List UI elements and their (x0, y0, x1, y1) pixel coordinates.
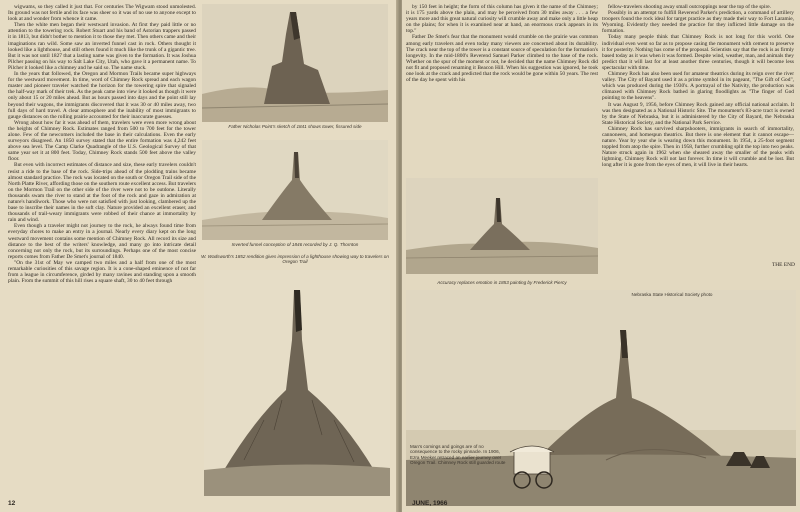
paragraph: "On the 31st of May we camped two miles and a half from one of the most remarkable curiosities of this savage region. It is a cone-shaped eminence of not far from a league in circumference, girded by many ravines and standing upon a smooth plain. From the summit of this hill rises a square shaft, 30 to 40 feet through (8, 259, 196, 285)
paragraph: Father De Smet's fear that the monument would crumble on the prairie was common among early travelers and even today many viewers are concerned about its durability. The crack near the top of the tower is a constant source of speculation for the formation's longevity. In the mid-1800's Reverend Samuel Parker climbed to the base of the rock. Whether on the spur of the moment or not, he decided that the name Chimney Rock did not fit and proposed renaming it Beacon Hill. When his suggestion was ignored, he took one look at the crack and predicted that the rock would be gone within 50 years. The rest of the day he spent with his (406, 34, 598, 84)
left-column-1 (8, 4, 196, 496)
paragraph: Even though a traveler might not journey to the rock, he always found time from everyday chores to make an entry in a journal. Nearly every diary kept on the long westward movement contains some mention of Chimney Rock. All record its size and distance to the best of the writers' knowledge, and many go into intricate detail concerning not only the rock, but its surroundings. Perhaps one of the most concise reports comes from Father De Smet's journal of 1840. (8, 223, 196, 260)
issue-date: JUNE, 1966 (412, 500, 448, 507)
thornton-sketch-1846 (202, 140, 388, 240)
meeker-photo-caption: Man's comings and goings are of no consequence to the rocky pinnacle. In 1906, Ezra Meeker retraced an earlier journey over Oregon Trail. Chimney Rock still guarded route (410, 444, 506, 466)
paragraph: It was August 9, 1956, before Chimney Rock gained any official national acclaim. It was then designated as a National Historic Site. The monument's 83-acre tract is owned by the State of Nebraska, but it is administered by the City of Bayard, the Nebraska State Historical Society, and the National Park Service. (602, 101, 794, 126)
paragraph: wigwams, so they called it just that. For centuries The Wigwam stood unmolested. Its ground was not fertile and its face was sheer so it was of no use to anyone except to look at and wonder from whence it came. (8, 4, 196, 23)
wadsworth-drawing-1852 (204, 270, 390, 496)
paragraph: Chimney Rock has also been used for amateur theatrics during its reign over the river valley. The City of Bayard used it as a prime symbol in its pageant, "The Gift of God", which was produced during the 1930's. A portrayal of the Nativity, the production was climaxed with Chimney Rock bathed in glaring floodlights as "The finger of God pointing to the heavens". (602, 71, 794, 102)
paragraph: fellow-travelers shooting away small outcroppings near the top of the spire. (608, 4, 772, 10)
the-end-label: THE END (772, 262, 795, 268)
wadsworth-caption: W. Wadsworth's 1852 rendition gives impression of a lighthouse showing way to travelers on Oregon Trail (201, 254, 389, 265)
piercy-caption: Accuracy replaces emotion in 1853 painting by Frederick Piercy (437, 280, 567, 285)
right-column-1-continued (406, 4, 598, 200)
page-number-left: 12 (8, 500, 16, 507)
right-column-2 (602, 4, 794, 268)
paragraph: But even with incorrect estimates of distance and size, these early travelers couldn't resist a ride to the base of the rock. Side-trips ahead of the plodding trains became almost standard practice. The rock was located on the south or Oregon Trail side of the North Platte River, affording those on the southern route excellent access. But travelers on the Mormon Trail on the other side of the river were not to be outdone. Literally thousands swam the river to stand at the foot of the rock and gaze in admiration at nature's handiwork. Those who were not satisfied with just looking, clambered up the base to inscribe their names in the soft clay. Nature provided an excellent eraser, and thousands of trail-weary immigrants were robbed of their chance at immortality by rain and wind. (8, 162, 196, 224)
photo-credit: Nebraska State Historical Society photo (631, 292, 713, 297)
thornton-caption: Inverted funnel conception of 1846 recorded by J. Q. Thornton (231, 242, 359, 247)
right-page (402, 0, 800, 512)
paragraph: Today many people think that Chimney Rock is not long for this world. One individual even went so far as to propose casing the monument with cement to preserve it for posterity. Nothing has come of the proposal. Scientists say that the rock is as firmly based today as it was when it was formed. Despite wind, weather, man, and animals they predict that it will last for at least another three centuries, though it will become less spectacular with time. (602, 34, 794, 71)
meeker-photo-1906 (406, 290, 796, 506)
left-page (0, 0, 398, 512)
paragraph: Wrong about how far it was ahead of them, travelers were even more wrong about the heights of Chimney Rock. Estimates ranged from 500 to 700 feet for the tower alone. Few of the newcomers included the base in their calculations. Even the early surveyors disagreed. An 1850 survey stated that the entire formation was 4,242 feet above sea level. The Camp Clarke Quadrangle of the U.S. Geological Survey of that same year set it at 800 feet. Today, Chimney Rock stands 500 feet above the valley floor. (8, 119, 196, 163)
paragraph: Then the white men began their westward invasion. At first they paid little or no attention to the towering rock. Robert Stuart and his band of Astorian trappers passed it in 1813, but didn't bother to mention it to those they met. Then others came and their imaginations ran wild. Some saw an inverted funnel cast in rock. Others thought it looked like a lighthouse, and still others found it much like the trunk of a gigantic tree. But it was not until 1827 that a lasting name was given to the formation. It was Joshua Pilcher passing on his way to Salt Lake City, Utah, who gave it a permanent name. To Pilcher it looked like a chimney and he said so. The name stuck. (8, 22, 196, 71)
paragraph: In the years that followed, the Oregon and Mormon Trails became super highways for the westward movement. In time, word of Chimney Rock spread and each wagon master and pioneer traveler watched the horizon for the towering spire that signaled the half-way mark of their trek. As the peak came into view it looked as though it were only about 15 or 20 miles ahead. But as hours passed into days and the point still lay beyond their wagons, the immigrants discovered that it was 30 or 40 miles away, two full days of hard travel. A clear atmosphere and the inability of most immigrants to gauge distances on the rolling prairie accounted for their inaccurate guesses. (8, 71, 196, 120)
point-sketch-caption: Father Nicholas Point's sketch of 1841 shows tower, fissured side (228, 124, 362, 129)
piercy-painting-1853 (406, 178, 598, 274)
paragraph: by 150 feet in height; the form of this column has given it the name of the Chimney; it is 175 yards above the plain, and may be perceived from 30 miles away . . . a few years more and this great natural curiosity will crumble away and make only a little heap on the plains; for when it is examined near at hand, an enormous crack appears in its top." (406, 4, 598, 35)
point-sketch-1841 (202, 4, 388, 122)
paragraph: Chimney Rock has survived sharpshooters, immigrants in search of immortality, cannoneers, and homespun theatrics. But there is one element that it cannot escape—nature. Year by year she is wearing down this monument. In 1954, a 25-foot segment toppled from atop the spire. Then in 1958, further crumbling split the top into two peaks. Nature struck again in 1962 when she sheared away the smaller of the peaks with lightning. Chimney Rock will not last forever. In time it will crumble and be lost. But long after it is gone from the eyes of men, it will live in their hearts. (602, 125, 794, 169)
paragraph: Possibly in an attempt to fulfill Reverend Parker's prediction, a command of artillery troopers found the rock ideal for target practice as they made their way to Fort Laramie, Wyoming. Evidently they needed the practice for they inflicted little damage on the formation. (602, 10, 794, 35)
